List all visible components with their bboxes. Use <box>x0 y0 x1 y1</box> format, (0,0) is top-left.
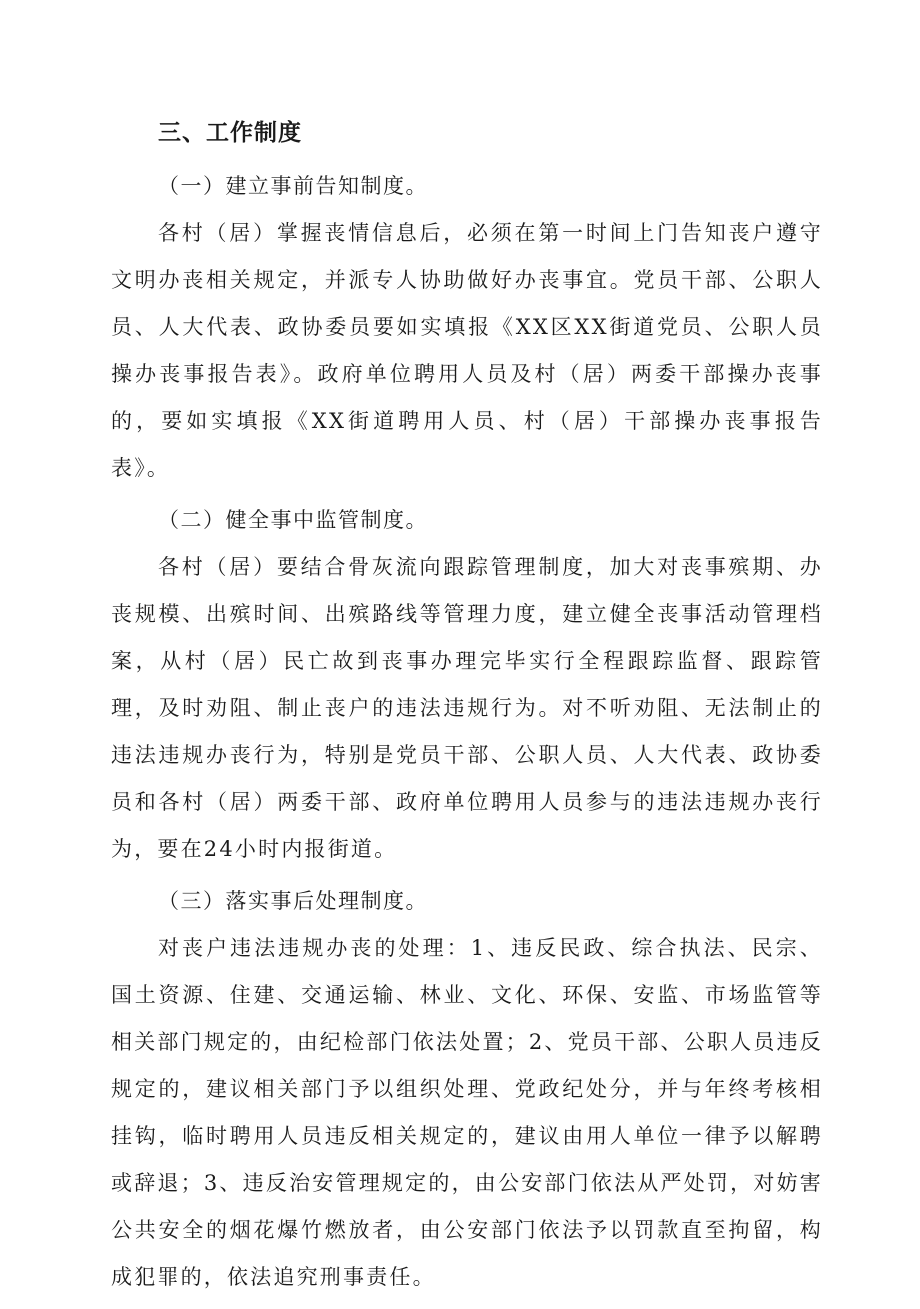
subsection-heading-1: （一）建立事前告知制度。 <box>158 174 428 198</box>
subsection-paragraph-3: 对丧户违法违规办丧的处理：1、违反民政、综合执法、民宗、国土资源、住建、交通运输、林业、文化、环保、安监、市场监管等相关部门规定的，由纪检部门依法处置；2、党员干部、公职人员违反规定的，建议相关部门予以组织处理、党政纪处分，并与年终考核相挂钩，临时聘用人员违反相关规定的，建议由用人单位一律予以解聘或辞退；3、违反治安管理规定的，由公安部门依法从严处罚，对妨害公共安全的烟花爆竹燃放者，由公安部门依法予以罚款直至拘留，构成犯罪的，依法追究刑事责任。 <box>111 936 823 1289</box>
subsection-paragraph-1: 各村（居）掌握丧情信息后，必须在第一时间上门告知丧户遵守文明办丧相关规定，并派专人协助做好办丧事宜。党员干部、公职人员、人大代表、政协委员要如实填报《XX区XX街道党员、公职人员操办丧事报告表》。政府单位聘用人员及村（居）两委干部操办丧事的，要如实填报《XX街道聘用人员、村（居）干部操办丧事报告表》。 <box>111 221 823 480</box>
subsection-heading-2: （二）健全事中监管制度。 <box>158 508 428 532</box>
section-title: 三、工作制度 <box>158 120 302 146</box>
document-body <box>111 111 823 1309</box>
subsection-heading-3: （三）落实事后处理制度。 <box>158 889 428 913</box>
subsection-paragraph-2: 各村（居）要结合骨灰流向跟踪管理制度，加大对丧事殡期、办丧规模、出殡时间、出殡路线等管理力度，建立健全丧事活动管理档案，从村（居）民亡故到丧事办理完毕实行全程跟踪监督、跟踪管理，及时劝阻、制止丧户的违法违规行为。对不听劝阻、无法制止的违法违规办丧行为，特别是党员干部、公职人员、人大代表、政协委员和各村（居）两委干部、政府单位聘用人员参与的违法违规办丧行为，要在24小时内报街道。 <box>111 555 823 861</box>
